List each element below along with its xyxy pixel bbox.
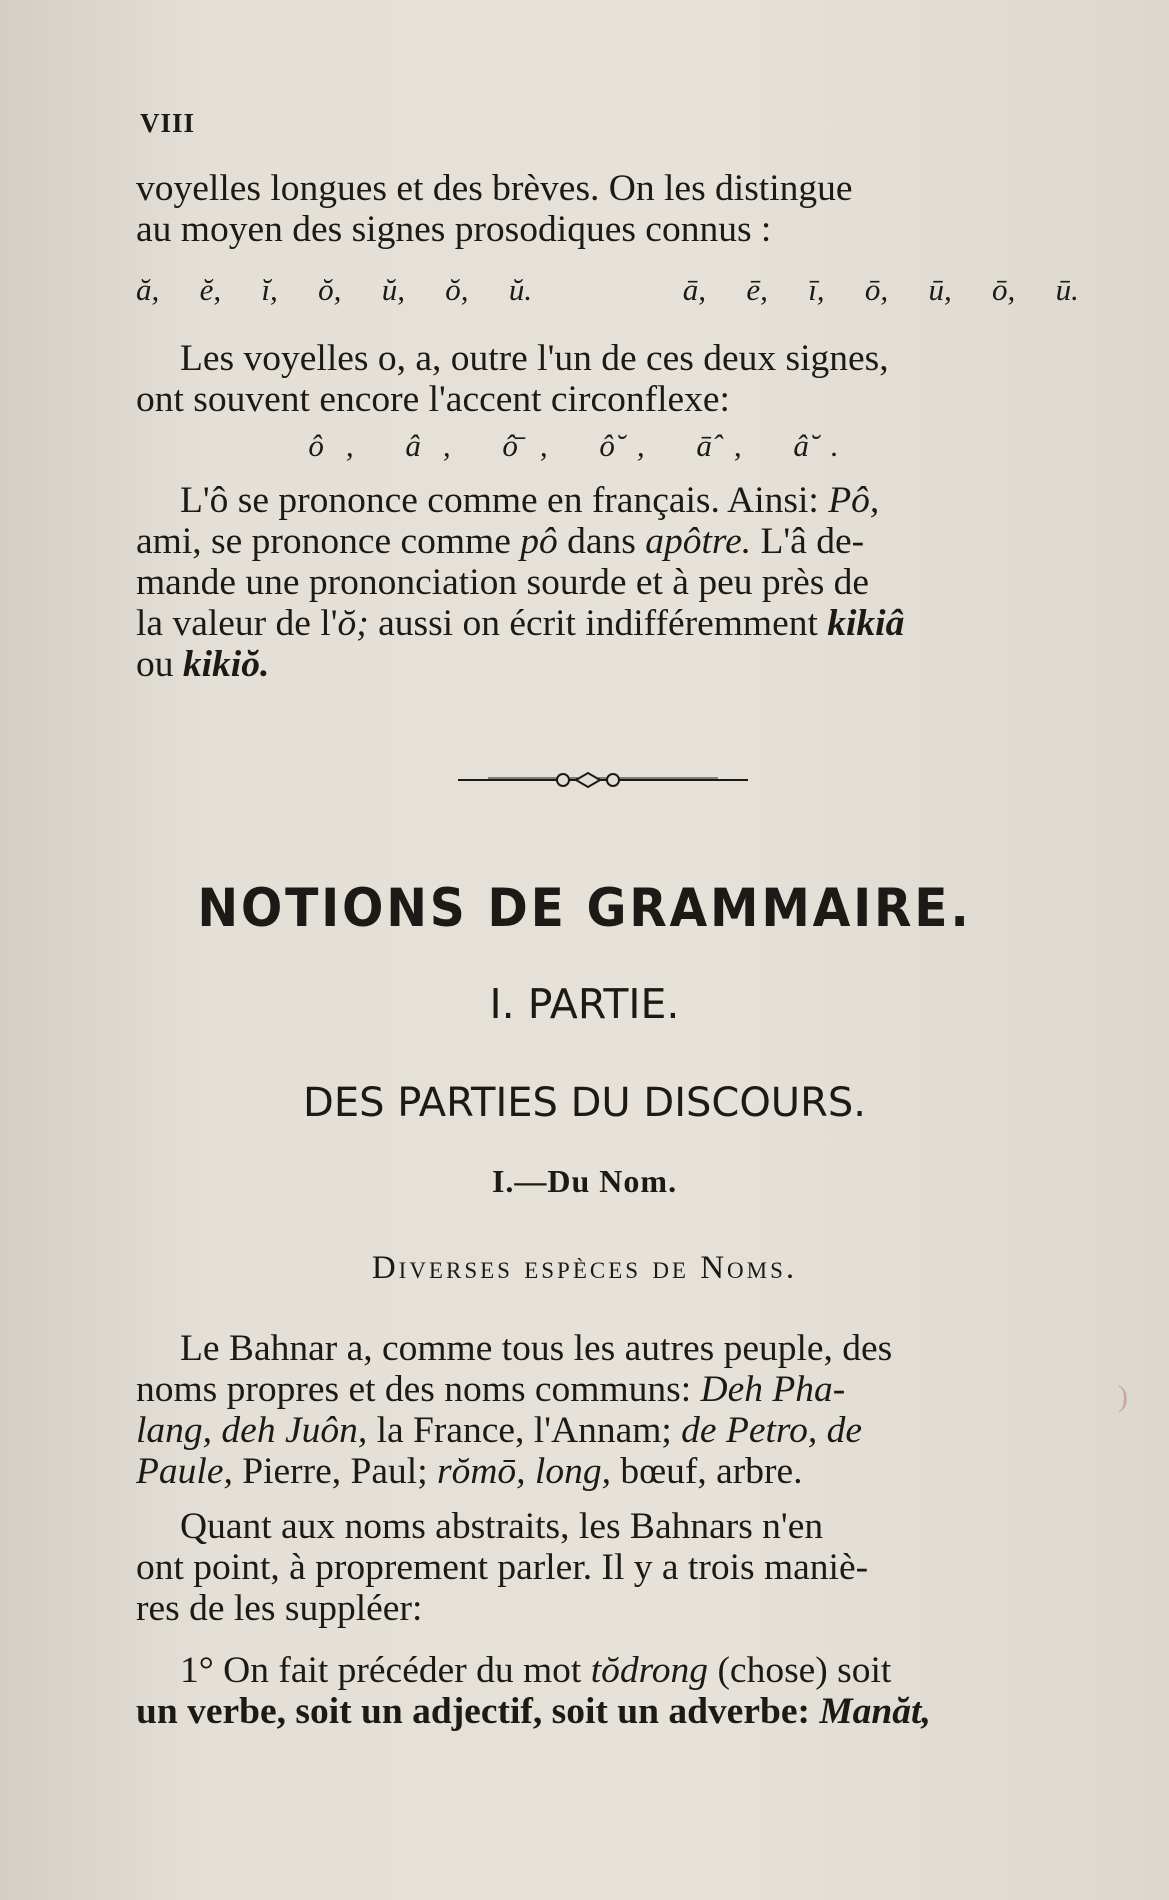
abstract-line-2: ont point, à proprement parler. Il y a trois maniè- xyxy=(136,1547,869,1588)
pron-example: kikiâ xyxy=(827,603,905,644)
pron-text: L'ô se prononce comme en français. Ainsi: xyxy=(180,480,829,521)
short-vowel: ŏ, xyxy=(318,272,342,307)
short-vowel: ŭ, xyxy=(381,272,405,307)
abstract-nouns-paragraph xyxy=(136,1506,1079,1629)
pron-example: kikiŏ. xyxy=(182,644,270,685)
short-vowel: ĭ, xyxy=(261,272,278,307)
intro-line-1: voyelles longues et des brèves. On les distingue xyxy=(136,168,853,209)
long-vowel: ā, xyxy=(682,272,707,307)
subsection-heading: Diverses espèces de Noms. xyxy=(371,1250,798,1286)
circ-line-2: ont souvent encore l'accent circonflexe: xyxy=(136,379,730,420)
short-vowel: ŭ. xyxy=(508,272,533,307)
bahnar-example: de Petro, de xyxy=(681,1410,863,1451)
method-example: Manăt, xyxy=(819,1691,931,1732)
section-heading: DES PARTIES DU DISCOURS. xyxy=(303,1080,866,1126)
pron-example: Pô, xyxy=(828,480,880,521)
circ-line-1: Les voyelles o, a, outre l'un de ces deux signes, xyxy=(180,338,889,379)
short-vowel: ĕ, xyxy=(199,272,222,307)
pron-text: ami, se prononce comme xyxy=(136,521,521,562)
pron-text: aussi on écrit indifféremment xyxy=(368,603,828,644)
long-vowel: ō, xyxy=(864,272,889,307)
long-vowel: ū, xyxy=(928,272,952,307)
pron-example: apôtre. xyxy=(645,521,752,562)
long-vowel: ē, xyxy=(746,272,768,307)
abstract-line-3: res de les suppléer: xyxy=(136,1588,423,1629)
bahnar-example: Paule, xyxy=(136,1451,233,1492)
bahnar-text: bœuf, arbre. xyxy=(610,1451,803,1492)
abstract-line-1: Quant aux noms abstraits, les Bahnars n'en xyxy=(180,1506,824,1547)
short-vowel: ŏ, xyxy=(445,272,469,307)
first-method-paragraph xyxy=(136,1650,1079,1732)
pron-text: ou xyxy=(136,644,183,685)
pronunciation-paragraph xyxy=(136,480,1079,685)
pron-text: L'â de- xyxy=(751,521,865,562)
bahnar-text: noms propres et des noms communs: xyxy=(136,1369,701,1410)
chapter-heading: I.—Du Nom. xyxy=(491,1163,678,1199)
bahnar-paragraph xyxy=(136,1328,1079,1492)
long-vowel: ū. xyxy=(1055,272,1079,307)
pron-example: pô xyxy=(520,521,558,562)
short-vowel: ă, xyxy=(136,272,160,307)
method-text: un verbe, soit un adjectif, soit un adverbe: xyxy=(136,1691,820,1732)
circumflex-paragraph xyxy=(136,338,1079,420)
ornament-divider-icon xyxy=(458,768,748,792)
intro-paragraph xyxy=(136,168,1079,250)
bahnar-example: Deh Pha- xyxy=(700,1369,846,1410)
bahnar-text: la France, l'Annam; xyxy=(367,1410,682,1451)
bahnar-example: rŏmō, long, xyxy=(437,1451,611,1492)
bahnar-line-1: Le Bahnar a, comme tous les autres peuple, des xyxy=(180,1328,893,1369)
method-text: (chose) soit xyxy=(708,1650,892,1691)
margin-mark: ) xyxy=(1118,1380,1128,1413)
pron-text: dans xyxy=(557,521,646,562)
long-vowel: ō, xyxy=(992,272,1016,307)
prosodic-signs xyxy=(136,272,1079,308)
circumflex-vowels: ô, â, ô̄, ô̆, ā̂, â̆. xyxy=(308,428,861,463)
pron-line-3: mande une prononciation sourde et à peu près de xyxy=(136,562,870,603)
page-number: VIII xyxy=(140,108,196,138)
part-heading: I. PARTIE. xyxy=(489,980,680,1028)
pron-example: ŏ; xyxy=(337,603,369,644)
method-text: 1° On fait précéder du mot xyxy=(180,1650,591,1691)
intro-line-2: au moyen des signes prosodiques connus : xyxy=(136,209,772,250)
long-vowel: ī, xyxy=(808,272,825,307)
bahnar-example: lang, deh Juôn, xyxy=(136,1410,368,1451)
pron-text: la valeur de l' xyxy=(136,603,338,644)
bahnar-text: Pierre, Paul; xyxy=(232,1451,437,1492)
main-title: NOTIONS DE GRAMMAIRE. xyxy=(197,878,972,939)
method-example: tŏdrong xyxy=(590,1650,709,1691)
